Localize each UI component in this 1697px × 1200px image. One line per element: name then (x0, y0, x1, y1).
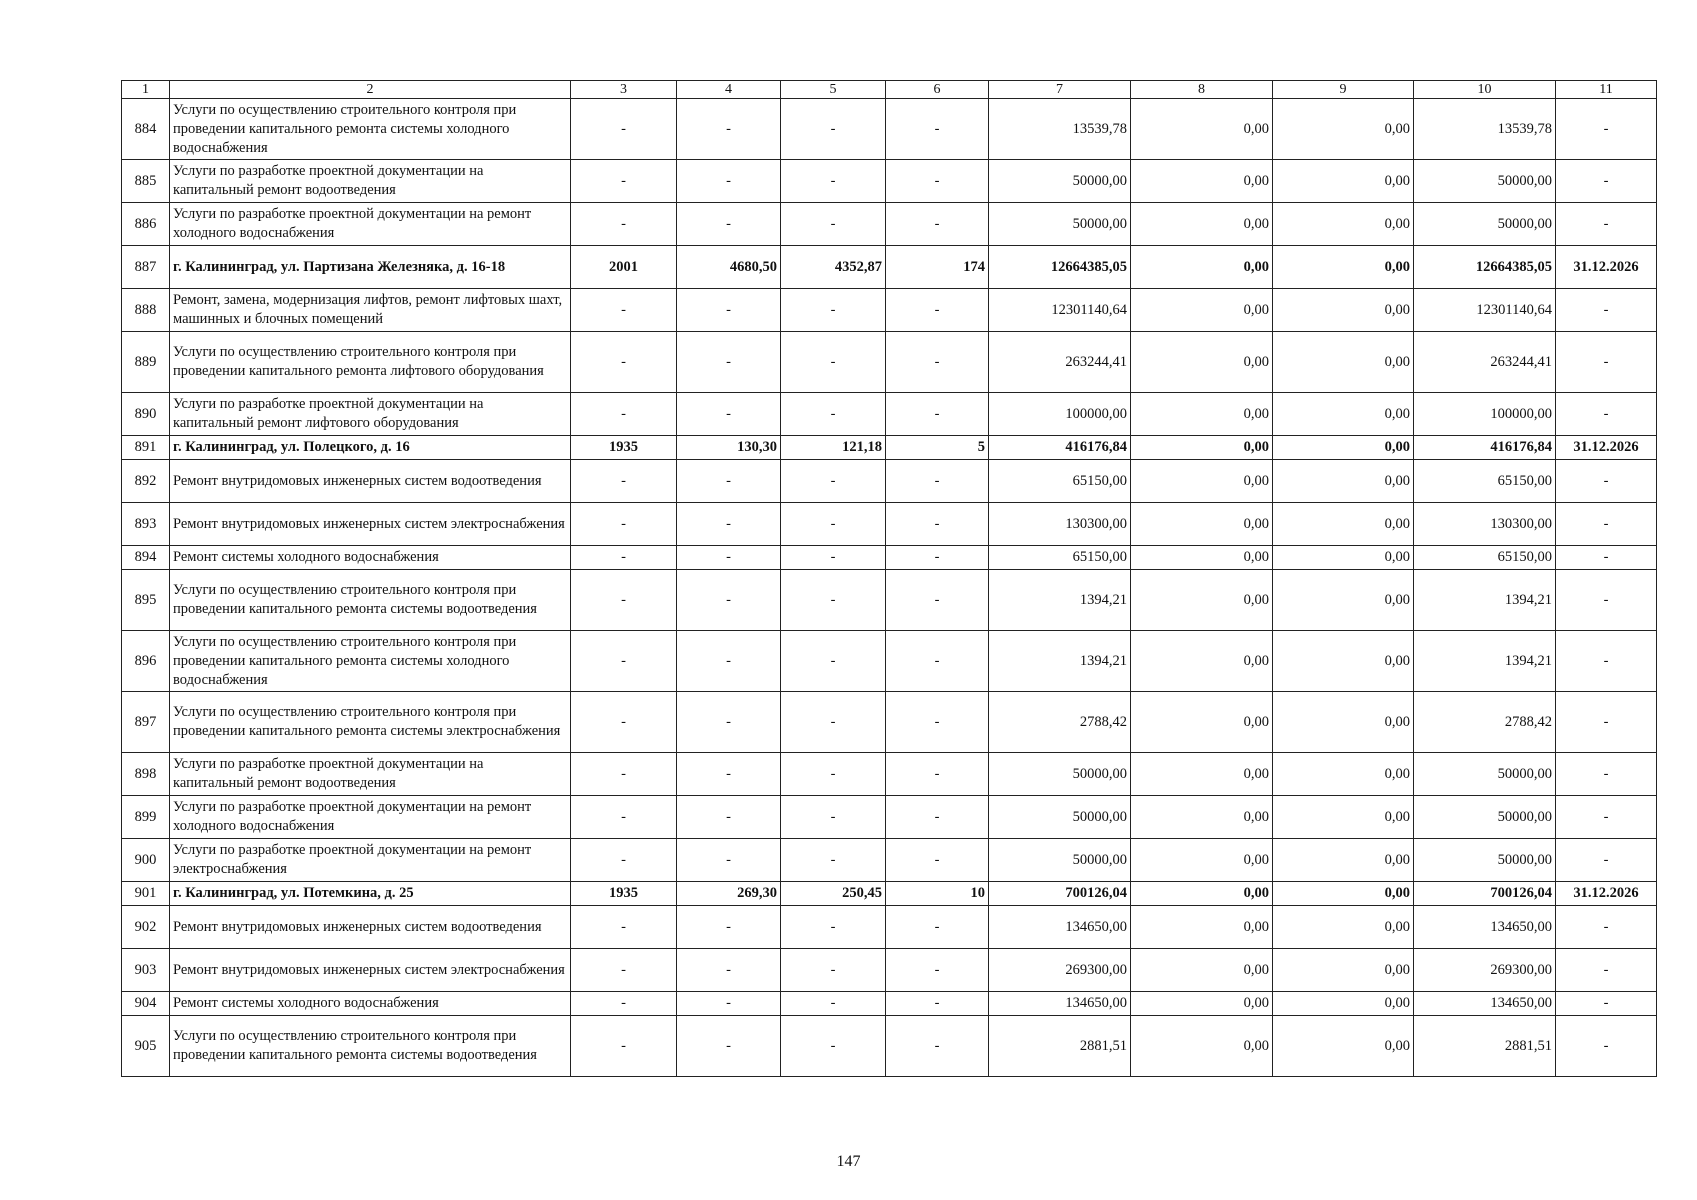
total-area-cell: - (677, 839, 781, 882)
cost-total-cell: 1394,21 (989, 570, 1131, 631)
address-row (122, 246, 1657, 289)
work-item-row (122, 460, 1657, 503)
living-area-cell: - (781, 753, 886, 796)
column-number-9: 9 (1273, 81, 1414, 99)
row-number-cell: 888 (122, 289, 170, 332)
fund-amount-cell: 0,00 (1131, 246, 1273, 289)
total-area-cell: - (677, 503, 781, 546)
completion-date-cell: - (1556, 570, 1657, 631)
residents-count-cell: - (886, 546, 989, 570)
owner-funds-cell: 2788,42 (1414, 692, 1556, 753)
total-area-cell: - (677, 99, 781, 160)
living-area-cell: - (781, 949, 886, 992)
cost-total-cell: 50000,00 (989, 796, 1131, 839)
residents-count-cell: 10 (886, 882, 989, 906)
cost-total-cell: 134650,00 (989, 906, 1131, 949)
total-area-cell: - (677, 546, 781, 570)
year-built-cell: - (571, 503, 677, 546)
row-number-cell: 884 (122, 99, 170, 160)
cost-total-cell: 2881,51 (989, 1016, 1131, 1077)
row-number-cell: 895 (122, 570, 170, 631)
other-sources-cell: 0,00 (1273, 796, 1414, 839)
completion-date-cell: 31.12.2026 (1556, 436, 1657, 460)
owner-funds-cell: 700126,04 (1414, 882, 1556, 906)
row-number-cell: 902 (122, 906, 170, 949)
other-sources-cell: 0,00 (1273, 1016, 1414, 1077)
work-item-row (122, 796, 1657, 839)
description-cell: Услуги по разработке проектной документации на ремонт электроснабжения (170, 839, 571, 882)
fund-amount-cell: 0,00 (1131, 796, 1273, 839)
living-area-cell: - (781, 692, 886, 753)
completion-date-cell: - (1556, 160, 1657, 203)
owner-funds-cell: 13539,78 (1414, 99, 1556, 160)
residents-count-cell: - (886, 992, 989, 1016)
living-area-cell: - (781, 796, 886, 839)
cost-total-cell: 416176,84 (989, 436, 1131, 460)
fund-amount-cell: 0,00 (1131, 460, 1273, 503)
other-sources-cell: 0,00 (1273, 99, 1414, 160)
cost-total-cell: 50000,00 (989, 203, 1131, 246)
fund-amount-cell: 0,00 (1131, 436, 1273, 460)
completion-date-cell: - (1556, 906, 1657, 949)
total-area-cell: 4680,50 (677, 246, 781, 289)
living-area-cell: 121,18 (781, 436, 886, 460)
cost-total-cell: 50000,00 (989, 839, 1131, 882)
work-item-row (122, 393, 1657, 436)
row-number-cell: 893 (122, 503, 170, 546)
owner-funds-cell: 263244,41 (1414, 332, 1556, 393)
living-area-cell: - (781, 332, 886, 393)
living-area-cell: 250,45 (781, 882, 886, 906)
owner-funds-cell: 50000,00 (1414, 839, 1556, 882)
work-item-row (122, 546, 1657, 570)
residents-count-cell: - (886, 332, 989, 393)
cost-total-cell: 130300,00 (989, 503, 1131, 546)
completion-date-cell: - (1556, 503, 1657, 546)
work-item-row (122, 570, 1657, 631)
work-item-row (122, 203, 1657, 246)
completion-date-cell: - (1556, 1016, 1657, 1077)
residents-count-cell: - (886, 949, 989, 992)
total-area-cell: - (677, 203, 781, 246)
column-number-10: 10 (1414, 81, 1556, 99)
owner-funds-cell: 50000,00 (1414, 160, 1556, 203)
description-cell: Ремонт внутридомовых инженерных систем электроснабжения (170, 949, 571, 992)
row-number-cell: 898 (122, 753, 170, 796)
year-built-cell: - (571, 992, 677, 1016)
total-area-cell: - (677, 992, 781, 1016)
completion-date-cell: - (1556, 692, 1657, 753)
cost-total-cell: 2788,42 (989, 692, 1131, 753)
residents-count-cell: - (886, 796, 989, 839)
year-built-cell: - (571, 460, 677, 503)
living-area-cell: - (781, 546, 886, 570)
cost-total-cell: 12301140,64 (989, 289, 1131, 332)
residents-count-cell: - (886, 460, 989, 503)
column-number-8: 8 (1131, 81, 1273, 99)
owner-funds-cell: 134650,00 (1414, 992, 1556, 1016)
work-item-row (122, 503, 1657, 546)
work-item-row (122, 631, 1657, 692)
year-built-cell: - (571, 332, 677, 393)
living-area-cell: - (781, 631, 886, 692)
owner-funds-cell: 134650,00 (1414, 906, 1556, 949)
description-cell: Услуги по разработке проектной документации на капитальный ремонт лифтового оборудования (170, 393, 571, 436)
total-area-cell: - (677, 1016, 781, 1077)
work-item-row (122, 692, 1657, 753)
completion-date-cell: - (1556, 839, 1657, 882)
year-built-cell: - (571, 570, 677, 631)
residents-count-cell: 5 (886, 436, 989, 460)
row-number-cell: 887 (122, 246, 170, 289)
completion-date-cell: - (1556, 949, 1657, 992)
completion-date-cell: - (1556, 460, 1657, 503)
cost-total-cell: 1394,21 (989, 631, 1131, 692)
owner-funds-cell: 269300,00 (1414, 949, 1556, 992)
fund-amount-cell: 0,00 (1131, 393, 1273, 436)
cost-total-cell: 100000,00 (989, 393, 1131, 436)
description-cell: Услуги по осуществлению строительного контроля при проведении капитального ремонта системы электроснабжения (170, 692, 571, 753)
fund-amount-cell: 0,00 (1131, 906, 1273, 949)
row-number-cell: 891 (122, 436, 170, 460)
column-number-2: 2 (170, 81, 571, 99)
description-cell: Услуги по осуществлению строительного контроля при проведении капитального ремонта системы водоотведения (170, 570, 571, 631)
owner-funds-cell: 12301140,64 (1414, 289, 1556, 332)
description-cell: г. Калининград, ул. Потемкина, д. 25 (170, 882, 571, 906)
description-cell: Услуги по осуществлению строительного контроля при проведении капитального ремонта лифтового оборудования (170, 332, 571, 393)
total-area-cell: - (677, 160, 781, 203)
residents-count-cell: - (886, 631, 989, 692)
row-number-cell: 889 (122, 332, 170, 393)
page-number: 147 (836, 1153, 861, 1170)
description-cell: Ремонт, замена, модернизация лифтов, ремонт лифтовых шахт, машинных и блочных помещений (170, 289, 571, 332)
column-number-11: 11 (1556, 81, 1657, 99)
other-sources-cell: 0,00 (1273, 160, 1414, 203)
work-item-row (122, 992, 1657, 1016)
total-area-cell: - (677, 332, 781, 393)
year-built-cell: - (571, 99, 677, 160)
year-built-cell: - (571, 839, 677, 882)
row-number-cell: 903 (122, 949, 170, 992)
completion-date-cell: - (1556, 796, 1657, 839)
work-item-row (122, 160, 1657, 203)
cost-total-cell: 269300,00 (989, 949, 1131, 992)
work-item-row (122, 1016, 1657, 1077)
completion-date-cell: - (1556, 289, 1657, 332)
work-item-row (122, 753, 1657, 796)
year-built-cell: - (571, 289, 677, 332)
description-cell: г. Калининград, ул. Полецкого, д. 16 (170, 436, 571, 460)
description-cell: Ремонт системы холодного водоснабжения (170, 992, 571, 1016)
owner-funds-cell: 416176,84 (1414, 436, 1556, 460)
column-number-4: 4 (677, 81, 781, 99)
address-row (122, 436, 1657, 460)
other-sources-cell: 0,00 (1273, 503, 1414, 546)
cost-total-cell: 134650,00 (989, 992, 1131, 1016)
total-area-cell: - (677, 631, 781, 692)
cost-total-cell: 50000,00 (989, 160, 1131, 203)
column-number-5: 5 (781, 81, 886, 99)
completion-date-cell: 31.12.2026 (1556, 882, 1657, 906)
description-cell: Ремонт системы холодного водоснабжения (170, 546, 571, 570)
residents-count-cell: - (886, 753, 989, 796)
fund-amount-cell: 0,00 (1131, 949, 1273, 992)
cost-total-cell: 13539,78 (989, 99, 1131, 160)
total-area-cell: - (677, 393, 781, 436)
cost-total-cell: 65150,00 (989, 546, 1131, 570)
description-cell: Ремонт внутридомовых инженерных систем водоотведения (170, 906, 571, 949)
year-built-cell: - (571, 753, 677, 796)
total-area-cell: - (677, 949, 781, 992)
other-sources-cell: 0,00 (1273, 460, 1414, 503)
fund-amount-cell: 0,00 (1131, 882, 1273, 906)
year-built-cell: - (571, 692, 677, 753)
description-cell: Услуги по разработке проектной документации на ремонт холодного водоснабжения (170, 796, 571, 839)
completion-date-cell: - (1556, 393, 1657, 436)
year-built-cell: - (571, 1016, 677, 1077)
row-number-cell: 896 (122, 631, 170, 692)
residents-count-cell: - (886, 906, 989, 949)
residents-count-cell: - (886, 839, 989, 882)
living-area-cell: - (781, 393, 886, 436)
completion-date-cell: 31.12.2026 (1556, 246, 1657, 289)
completion-date-cell: - (1556, 332, 1657, 393)
living-area-cell: - (781, 460, 886, 503)
owner-funds-cell: 50000,00 (1414, 203, 1556, 246)
description-cell: Услуги по разработке проектной документации на ремонт холодного водоснабжения (170, 203, 571, 246)
residents-count-cell: - (886, 570, 989, 631)
other-sources-cell: 0,00 (1273, 949, 1414, 992)
description-cell: Услуги по осуществлению строительного контроля при проведении капитального ремонта системы холодного водоснабжения (170, 631, 571, 692)
completion-date-cell: - (1556, 992, 1657, 1016)
residents-count-cell: - (886, 160, 989, 203)
other-sources-cell: 0,00 (1273, 436, 1414, 460)
living-area-cell: - (781, 570, 886, 631)
other-sources-cell: 0,00 (1273, 753, 1414, 796)
residents-count-cell: - (886, 1016, 989, 1077)
row-number-cell: 899 (122, 796, 170, 839)
total-area-cell: - (677, 906, 781, 949)
row-number-cell: 905 (122, 1016, 170, 1077)
year-built-cell: - (571, 160, 677, 203)
total-area-cell: 130,30 (677, 436, 781, 460)
address-row (122, 882, 1657, 906)
fund-amount-cell: 0,00 (1131, 203, 1273, 246)
other-sources-cell: 0,00 (1273, 570, 1414, 631)
residents-count-cell: 174 (886, 246, 989, 289)
owner-funds-cell: 100000,00 (1414, 393, 1556, 436)
completion-date-cell: - (1556, 753, 1657, 796)
living-area-cell: - (781, 289, 886, 332)
living-area-cell: - (781, 1016, 886, 1077)
owner-funds-cell: 50000,00 (1414, 796, 1556, 839)
residents-count-cell: - (886, 393, 989, 436)
fund-amount-cell: 0,00 (1131, 332, 1273, 393)
fund-amount-cell: 0,00 (1131, 992, 1273, 1016)
other-sources-cell: 0,00 (1273, 393, 1414, 436)
cost-total-cell: 50000,00 (989, 753, 1131, 796)
other-sources-cell: 0,00 (1273, 631, 1414, 692)
fund-amount-cell: 0,00 (1131, 753, 1273, 796)
work-item-row (122, 332, 1657, 393)
fund-amount-cell: 0,00 (1131, 99, 1273, 160)
description-cell: Услуги по осуществлению строительного контроля при проведении капитального ремонта системы холодного водоснабжения (170, 99, 571, 160)
living-area-cell: - (781, 503, 886, 546)
total-area-cell: - (677, 692, 781, 753)
total-area-cell: 269,30 (677, 882, 781, 906)
other-sources-cell: 0,00 (1273, 246, 1414, 289)
owner-funds-cell: 1394,21 (1414, 570, 1556, 631)
other-sources-cell: 0,00 (1273, 546, 1414, 570)
description-cell: Услуги по осуществлению строительного контроля при проведении капитального ремонта системы водоотведения (170, 1016, 571, 1077)
year-built-cell: - (571, 631, 677, 692)
cost-total-cell: 65150,00 (989, 460, 1131, 503)
year-built-cell: - (571, 203, 677, 246)
capital-repair-table (121, 80, 1657, 1077)
row-number-cell: 901 (122, 882, 170, 906)
living-area-cell: - (781, 203, 886, 246)
completion-date-cell: - (1556, 631, 1657, 692)
other-sources-cell: 0,00 (1273, 332, 1414, 393)
fund-amount-cell: 0,00 (1131, 1016, 1273, 1077)
other-sources-cell: 0,00 (1273, 289, 1414, 332)
living-area-cell: - (781, 99, 886, 160)
row-number-cell: 885 (122, 160, 170, 203)
residents-count-cell: - (886, 289, 989, 332)
column-number-1: 1 (122, 81, 170, 99)
fund-amount-cell: 0,00 (1131, 503, 1273, 546)
column-number-header-row (122, 81, 1657, 99)
residents-count-cell: - (886, 203, 989, 246)
row-number-cell: 904 (122, 992, 170, 1016)
work-item-row (122, 839, 1657, 882)
residents-count-cell: - (886, 99, 989, 160)
completion-date-cell: - (1556, 99, 1657, 160)
fund-amount-cell: 0,00 (1131, 160, 1273, 203)
row-number-cell: 892 (122, 460, 170, 503)
row-number-cell: 900 (122, 839, 170, 882)
row-number-cell: 897 (122, 692, 170, 753)
total-area-cell: - (677, 289, 781, 332)
living-area-cell: - (781, 992, 886, 1016)
total-area-cell: - (677, 460, 781, 503)
owner-funds-cell: 1394,21 (1414, 631, 1556, 692)
year-built-cell: - (571, 546, 677, 570)
fund-amount-cell: 0,00 (1131, 839, 1273, 882)
column-number-6: 6 (886, 81, 989, 99)
residents-count-cell: - (886, 503, 989, 546)
year-built-cell: - (571, 949, 677, 992)
column-number-3: 3 (571, 81, 677, 99)
year-built-cell: - (571, 906, 677, 949)
owner-funds-cell: 130300,00 (1414, 503, 1556, 546)
column-number-7: 7 (989, 81, 1131, 99)
description-cell: Услуги по разработке проектной документации на капитальный ремонт водоотведения (170, 753, 571, 796)
residents-count-cell: - (886, 692, 989, 753)
fund-amount-cell: 0,00 (1131, 546, 1273, 570)
row-number-cell: 894 (122, 546, 170, 570)
description-cell: Ремонт внутридомовых инженерных систем водоотведения (170, 460, 571, 503)
fund-amount-cell: 0,00 (1131, 631, 1273, 692)
work-item-row (122, 289, 1657, 332)
living-area-cell: - (781, 160, 886, 203)
fund-amount-cell: 0,00 (1131, 289, 1273, 332)
year-built-cell: 2001 (571, 246, 677, 289)
description-cell: Услуги по разработке проектной документации на капитальный ремонт водоотведения (170, 160, 571, 203)
work-item-row (122, 949, 1657, 992)
owner-funds-cell: 12664385,05 (1414, 246, 1556, 289)
total-area-cell: - (677, 570, 781, 631)
living-area-cell: - (781, 839, 886, 882)
work-item-row (122, 99, 1657, 160)
other-sources-cell: 0,00 (1273, 992, 1414, 1016)
year-built-cell: 1935 (571, 436, 677, 460)
owner-funds-cell: 50000,00 (1414, 753, 1556, 796)
owner-funds-cell: 65150,00 (1414, 546, 1556, 570)
fund-amount-cell: 0,00 (1131, 692, 1273, 753)
other-sources-cell: 0,00 (1273, 203, 1414, 246)
year-built-cell: 1935 (571, 882, 677, 906)
year-built-cell: - (571, 393, 677, 436)
living-area-cell: 4352,87 (781, 246, 886, 289)
description-cell: Ремонт внутридомовых инженерных систем электроснабжения (170, 503, 571, 546)
description-cell: г. Калининград, ул. Партизана Железняка, д. 16-18 (170, 246, 571, 289)
cost-total-cell: 263244,41 (989, 332, 1131, 393)
total-area-cell: - (677, 753, 781, 796)
fund-amount-cell: 0,00 (1131, 570, 1273, 631)
owner-funds-cell: 65150,00 (1414, 460, 1556, 503)
cost-total-cell: 700126,04 (989, 882, 1131, 906)
completion-date-cell: - (1556, 203, 1657, 246)
total-area-cell: - (677, 796, 781, 839)
row-number-cell: 886 (122, 203, 170, 246)
other-sources-cell: 0,00 (1273, 839, 1414, 882)
other-sources-cell: 0,00 (1273, 906, 1414, 949)
row-number-cell: 890 (122, 393, 170, 436)
year-built-cell: - (571, 796, 677, 839)
living-area-cell: - (781, 906, 886, 949)
other-sources-cell: 0,00 (1273, 882, 1414, 906)
completion-date-cell: - (1556, 546, 1657, 570)
work-item-row (122, 906, 1657, 949)
owner-funds-cell: 2881,51 (1414, 1016, 1556, 1077)
other-sources-cell: 0,00 (1273, 692, 1414, 753)
cost-total-cell: 12664385,05 (989, 246, 1131, 289)
